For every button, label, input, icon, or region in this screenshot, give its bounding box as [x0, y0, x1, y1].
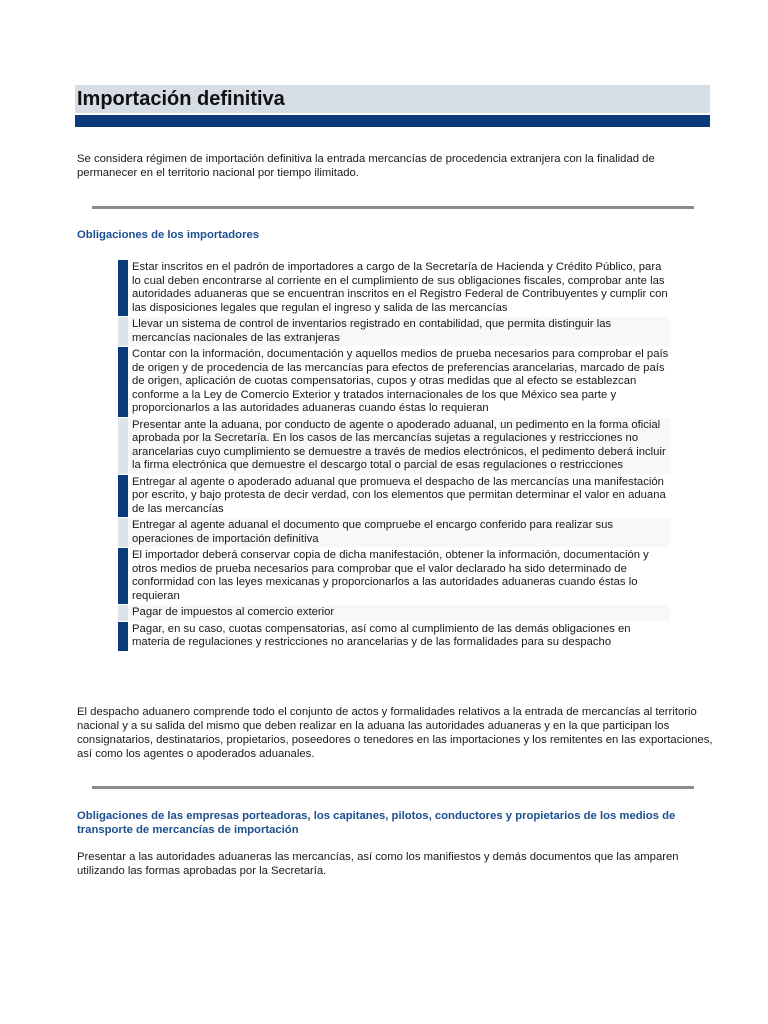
bullet-bar — [118, 605, 128, 621]
bullet-bar — [118, 260, 128, 316]
divider-2 — [92, 786, 694, 789]
bullet-bar — [118, 475, 128, 518]
bullet-bar — [118, 548, 128, 604]
page-title: Importación definitiva — [77, 88, 285, 110]
bullet-bar — [118, 317, 128, 346]
list-item — [118, 605, 670, 621]
list-item-text: Llevar un sistema de control de inventarios registrado en contabilidad, que permita distinguir las mercancías nacionales de las extranjeras — [132, 318, 612, 344]
list-item-text: El importador deberá conservar copia de dicha manifestación, obtener la información, documentación y otros medios de prueba necesarios para comprobar que el valor declarado ha sido determinado de conformidad con las leyes mexicanas y proporcionarlos a las autoridades aduaneras cuando éstas lo requieran — [132, 549, 649, 602]
despacho-paragraph: El despacho aduanero comprende todo el conjunto de actos y formalidades relativos a la entrada de mercancías al territorio nacional y a su salida del mismo que deben realizar en la aduana las autoridades aduaneras y en la que participan los consignatarios, destinatarios, propietarios, poseedores o tenedores en las importaciones y los remitentes en las exportaciones, así como los agentes o apoderados aduanales. — [77, 706, 713, 760]
section-heading-importadores: Obligaciones de los importadores — [77, 229, 260, 241]
list-item-text: Presentar ante la aduana, por conducto de agente o apoderado aduanal, un pedimento en la forma oficial aprobada por la Secretaría. En los casos de las mercancías sujetas a regulaciones y restricciones no arancelarias cuyo cumplimiento se demuestre a través de medios electrónicos, el pedimento deberá incluir la firma electrónica que demuestre el descargo total o parcial de esas regulaciones o restricciones — [132, 418, 666, 471]
list-item — [118, 475, 670, 518]
list-item-text: Pagar de impuestos al comercio exterior — [132, 606, 335, 618]
title-underline — [75, 115, 710, 127]
divider-1 — [92, 206, 694, 209]
bullet-bar — [118, 347, 128, 417]
list-item — [118, 622, 670, 651]
list-item — [118, 548, 670, 604]
list-item — [118, 260, 670, 316]
bullet-bar — [118, 518, 128, 547]
list-item-text: Entregar al agente aduanal el documento que compruebe el encargo conferido para realizar sus operaciones de importación definitiva — [132, 519, 614, 545]
title-bar — [75, 85, 710, 113]
bullet-bar — [118, 622, 128, 651]
bullet-bar — [118, 418, 128, 474]
list-item-text: Estar inscritos en el padrón de importadores a cargo de la Secretaría de Hacienda y Crédito Público, para lo cual deben encontrarse al corriente en el cumplimiento de sus obligaciones fiscales, comprobar ante las autoridades aduaneras que se encuentran inscritos en el Registro Federal de Contribuyentes y cumplir con las disposiciones legales que regulan el ingreso y salida de las mercancías — [132, 261, 668, 314]
intro-paragraph: Se considera régimen de importación definitiva la entrada mercancías de procedencia extranjera con la finalidad de permanecer en el territorio nacional por tiempo ilimitado. — [77, 153, 655, 179]
porteadoras-paragraph: Presentar a las autoridades aduaneras las mercancías, así como los manifiestos y demás documentos que las amparen utilizando las formas aprobadas por la Secretaría. — [77, 851, 679, 877]
list-item — [118, 518, 670, 547]
section-heading-porteadoras: Obligaciones de las empresas porteadoras, los capitanes, pilotos, conductores y propietarios de los medios de transporte de mercancías de importación — [77, 810, 676, 836]
list-item-text: Entregar al agente o apoderado aduanal que promueva el despacho de las mercancías una manifestación por escrito, y bajo protesta de decir verdad, con los elementos que permitan determinar el valor en aduana de las mercancías — [132, 475, 666, 515]
list-item — [118, 418, 670, 474]
list-item — [118, 317, 670, 346]
list-item-text: Pagar, en su caso, cuotas compensatorias, así como al cumplimiento de las demás obligaciones en materia de regulaciones y restricciones no arancelarias y de las formalidades para su despacho — [132, 622, 631, 648]
obligations-list — [118, 260, 670, 652]
list-item — [118, 347, 670, 417]
list-item-text: Contar con la información, documentación y aquellos medios de prueba necesarios para comprobar el país de origen y de procedencia de las mercancías para efectos de preferencias arancelarias, marcado de país de origen, aplicación de cuotas compensatorias, cupos y otras medidas que al efecto se establezcan conforme a la Ley de Comercio Exterior y tratados internacionales de los que México sea parte y proporcionarlos a las autoridades aduaneras cuando éstas lo requieran — [132, 348, 669, 414]
